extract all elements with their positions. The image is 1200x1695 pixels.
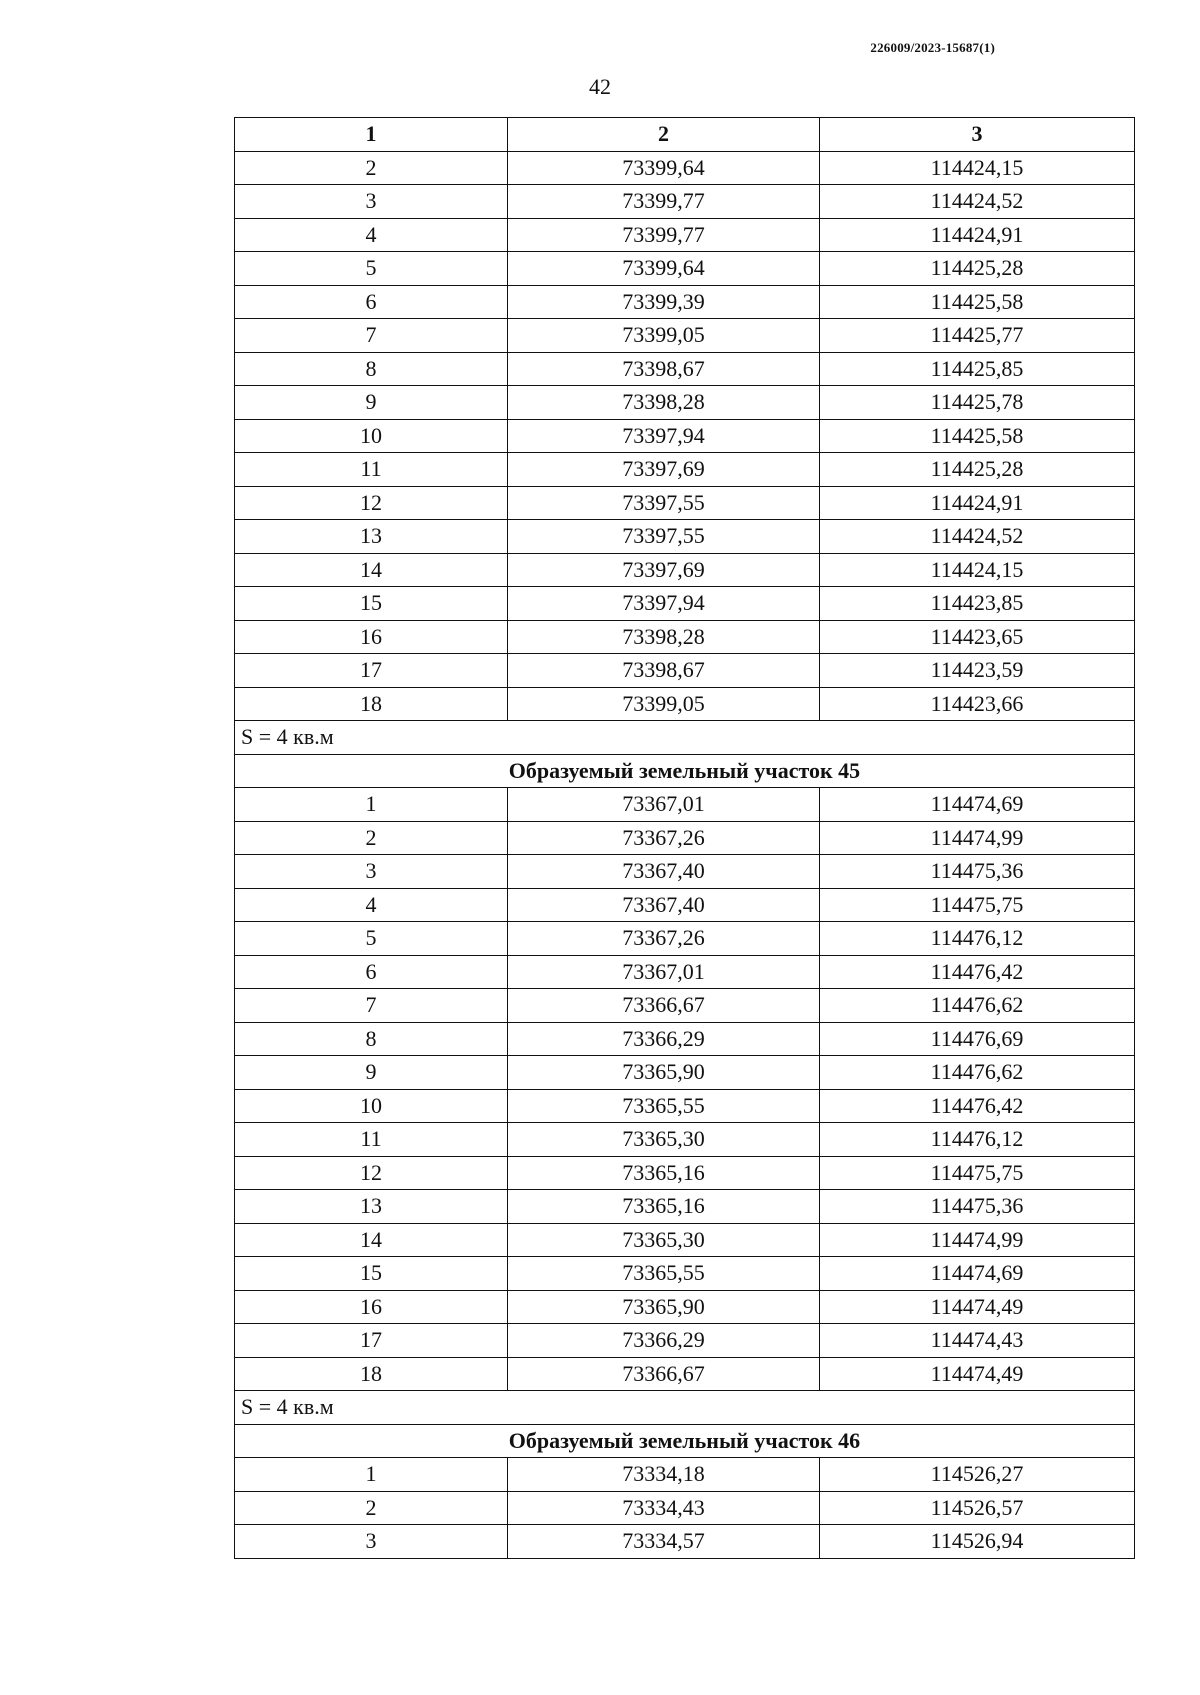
table-row xyxy=(235,486,1135,520)
y-coordinate-cell: 114475,36 xyxy=(820,855,1135,889)
x-coordinate-cell: 73365,55 xyxy=(508,1257,820,1291)
point-number-cell: 5 xyxy=(235,922,508,956)
x-coordinate-cell: 73399,64 xyxy=(508,151,820,185)
point-number-cell: 9 xyxy=(235,386,508,420)
point-number-cell: 5 xyxy=(235,252,508,286)
x-coordinate-cell: 73397,55 xyxy=(508,520,820,554)
x-coordinate-cell: 73398,67 xyxy=(508,352,820,386)
y-coordinate-cell: 114423,59 xyxy=(820,654,1135,688)
x-coordinate-cell: 73399,77 xyxy=(508,185,820,219)
x-coordinate-cell: 73367,40 xyxy=(508,855,820,889)
area-row xyxy=(235,1391,1135,1425)
table-row xyxy=(235,1089,1135,1123)
point-number-cell: 18 xyxy=(235,687,508,721)
y-coordinate-cell: 114526,94 xyxy=(820,1525,1135,1559)
x-coordinate-cell: 73334,43 xyxy=(508,1491,820,1525)
point-number-cell: 11 xyxy=(235,453,508,487)
y-coordinate-cell: 114424,52 xyxy=(820,185,1135,219)
x-coordinate-cell: 73399,05 xyxy=(508,687,820,721)
y-coordinate-cell: 114424,15 xyxy=(820,151,1135,185)
x-coordinate-cell: 73398,28 xyxy=(508,620,820,654)
point-number-cell: 14 xyxy=(235,553,508,587)
point-number-cell: 1 xyxy=(235,788,508,822)
table-row xyxy=(235,1525,1135,1559)
point-number-cell: 13 xyxy=(235,520,508,554)
x-coordinate-cell: 73397,69 xyxy=(508,453,820,487)
x-coordinate-cell: 73367,26 xyxy=(508,821,820,855)
x-coordinate-cell: 73365,90 xyxy=(508,1056,820,1090)
table-row xyxy=(235,955,1135,989)
y-coordinate-cell: 114526,57 xyxy=(820,1491,1135,1525)
x-coordinate-cell: 73365,90 xyxy=(508,1290,820,1324)
table-row xyxy=(235,888,1135,922)
y-coordinate-cell: 114425,28 xyxy=(820,453,1135,487)
point-number-cell: 6 xyxy=(235,285,508,319)
point-number-cell: 14 xyxy=(235,1223,508,1257)
x-coordinate-cell: 73365,16 xyxy=(508,1156,820,1190)
x-coordinate-cell: 73366,29 xyxy=(508,1324,820,1358)
point-number-cell: 8 xyxy=(235,1022,508,1056)
x-coordinate-cell: 73367,01 xyxy=(508,788,820,822)
x-coordinate-cell: 73397,69 xyxy=(508,553,820,587)
point-number-cell: 3 xyxy=(235,185,508,219)
table-row xyxy=(235,855,1135,889)
y-coordinate-cell: 114423,66 xyxy=(820,687,1135,721)
y-coordinate-cell: 114474,99 xyxy=(820,1223,1135,1257)
document-number: 226009/2023-15687(1) xyxy=(870,40,995,55)
table-row xyxy=(235,1458,1135,1492)
x-coordinate-cell: 73399,39 xyxy=(508,285,820,319)
point-number-cell: 6 xyxy=(235,955,508,989)
point-number-cell: 9 xyxy=(235,1056,508,1090)
x-coordinate-cell: 73367,40 xyxy=(508,888,820,922)
table-row xyxy=(235,1257,1135,1291)
point-number-cell: 15 xyxy=(235,1257,508,1291)
table-row xyxy=(235,587,1135,621)
point-number-cell: 18 xyxy=(235,1357,508,1391)
x-coordinate-cell: 73334,18 xyxy=(508,1458,820,1492)
table-row xyxy=(235,821,1135,855)
y-coordinate-cell: 114474,49 xyxy=(820,1357,1135,1391)
y-coordinate-cell: 114425,58 xyxy=(820,419,1135,453)
table-row xyxy=(235,1491,1135,1525)
page-number: 42 xyxy=(589,74,611,99)
point-number-cell: 11 xyxy=(235,1123,508,1157)
table-row xyxy=(235,185,1135,219)
section-title-row xyxy=(235,754,1135,788)
y-coordinate-cell: 114474,49 xyxy=(820,1290,1135,1324)
table-row xyxy=(235,1290,1135,1324)
area-value: S = 4 кв.м xyxy=(235,1391,1135,1425)
x-coordinate-cell: 73399,64 xyxy=(508,252,820,286)
y-coordinate-cell: 114474,69 xyxy=(820,788,1135,822)
y-coordinate-cell: 114474,99 xyxy=(820,821,1135,855)
x-coordinate-cell: 73367,01 xyxy=(508,955,820,989)
x-coordinate-cell: 73367,26 xyxy=(508,922,820,956)
table-row xyxy=(235,319,1135,353)
table-row xyxy=(235,386,1135,420)
point-number-cell: 2 xyxy=(235,821,508,855)
coordinates-table-body xyxy=(235,118,1135,1559)
y-coordinate-cell: 114526,27 xyxy=(820,1458,1135,1492)
table-row xyxy=(235,520,1135,554)
x-coordinate-cell: 73397,94 xyxy=(508,587,820,621)
point-number-cell: 2 xyxy=(235,151,508,185)
y-coordinate-cell: 114425,78 xyxy=(820,386,1135,420)
y-coordinate-cell: 114424,52 xyxy=(820,520,1135,554)
x-coordinate-cell: 73397,94 xyxy=(508,419,820,453)
area-value: S = 4 кв.м xyxy=(235,721,1135,755)
point-number-cell: 7 xyxy=(235,989,508,1023)
point-number-cell: 3 xyxy=(235,1525,508,1559)
y-coordinate-cell: 114476,62 xyxy=(820,989,1135,1023)
y-coordinate-cell: 114424,15 xyxy=(820,553,1135,587)
point-number-cell: 4 xyxy=(235,888,508,922)
column-header-2: 2 xyxy=(508,118,820,152)
table-row xyxy=(235,654,1135,688)
column-header-1: 1 xyxy=(235,118,508,152)
y-coordinate-cell: 114476,42 xyxy=(820,955,1135,989)
y-coordinate-cell: 114423,85 xyxy=(820,587,1135,621)
y-coordinate-cell: 114424,91 xyxy=(820,486,1135,520)
table-row xyxy=(235,252,1135,286)
x-coordinate-cell: 73398,28 xyxy=(508,386,820,420)
x-coordinate-cell: 73366,67 xyxy=(508,989,820,1023)
table-row xyxy=(235,352,1135,386)
table-row xyxy=(235,218,1135,252)
table-row xyxy=(235,1223,1135,1257)
table-row xyxy=(235,1324,1135,1358)
point-number-cell: 15 xyxy=(235,587,508,621)
coordinates-table xyxy=(234,117,1135,1559)
x-coordinate-cell: 73399,05 xyxy=(508,319,820,353)
x-coordinate-cell: 73399,77 xyxy=(508,218,820,252)
y-coordinate-cell: 114476,12 xyxy=(820,1123,1135,1157)
y-coordinate-cell: 114425,77 xyxy=(820,319,1135,353)
x-coordinate-cell: 73366,29 xyxy=(508,1022,820,1056)
y-coordinate-cell: 114474,69 xyxy=(820,1257,1135,1291)
x-coordinate-cell: 73398,67 xyxy=(508,654,820,688)
point-number-cell: 17 xyxy=(235,1324,508,1358)
y-coordinate-cell: 114476,42 xyxy=(820,1089,1135,1123)
column-header-3: 3 xyxy=(820,118,1135,152)
y-coordinate-cell: 114425,28 xyxy=(820,252,1135,286)
area-row xyxy=(235,721,1135,755)
y-coordinate-cell: 114475,75 xyxy=(820,1156,1135,1190)
x-coordinate-cell: 73365,16 xyxy=(508,1190,820,1224)
y-coordinate-cell: 114425,85 xyxy=(820,352,1135,386)
section-title: Образуемый земельный участок 45 xyxy=(235,754,1135,788)
table-row xyxy=(235,1123,1135,1157)
point-number-cell: 16 xyxy=(235,1290,508,1324)
x-coordinate-cell: 73365,30 xyxy=(508,1123,820,1157)
y-coordinate-cell: 114474,43 xyxy=(820,1324,1135,1358)
table-row xyxy=(235,1156,1135,1190)
y-coordinate-cell: 114424,91 xyxy=(820,218,1135,252)
y-coordinate-cell: 114475,75 xyxy=(820,888,1135,922)
y-coordinate-cell: 114476,12 xyxy=(820,922,1135,956)
point-number-cell: 1 xyxy=(235,1458,508,1492)
x-coordinate-cell: 73365,55 xyxy=(508,1089,820,1123)
section-title-row xyxy=(235,1424,1135,1458)
point-number-cell: 12 xyxy=(235,1156,508,1190)
point-number-cell: 10 xyxy=(235,1089,508,1123)
point-number-cell: 4 xyxy=(235,218,508,252)
table-row xyxy=(235,151,1135,185)
table-row xyxy=(235,285,1135,319)
point-number-cell: 17 xyxy=(235,654,508,688)
table-row xyxy=(235,687,1135,721)
x-coordinate-cell: 73397,55 xyxy=(508,486,820,520)
y-coordinate-cell: 114476,69 xyxy=(820,1022,1135,1056)
y-coordinate-cell: 114475,36 xyxy=(820,1190,1135,1224)
x-coordinate-cell: 73334,57 xyxy=(508,1525,820,1559)
point-number-cell: 10 xyxy=(235,419,508,453)
point-number-cell: 7 xyxy=(235,319,508,353)
point-number-cell: 3 xyxy=(235,855,508,889)
x-coordinate-cell: 73365,30 xyxy=(508,1223,820,1257)
y-coordinate-cell: 114476,62 xyxy=(820,1056,1135,1090)
table-row xyxy=(235,419,1135,453)
table-row xyxy=(235,1190,1135,1224)
table-row xyxy=(235,922,1135,956)
point-number-cell: 13 xyxy=(235,1190,508,1224)
x-coordinate-cell: 73366,67 xyxy=(508,1357,820,1391)
table-row xyxy=(235,553,1135,587)
section-title: Образуемый земельный участок 46 xyxy=(235,1424,1135,1458)
table-header-row xyxy=(235,118,1135,152)
table-row xyxy=(235,1056,1135,1090)
table-row xyxy=(235,620,1135,654)
table-row xyxy=(235,1022,1135,1056)
point-number-cell: 2 xyxy=(235,1491,508,1525)
table-row xyxy=(235,788,1135,822)
y-coordinate-cell: 114423,65 xyxy=(820,620,1135,654)
point-number-cell: 16 xyxy=(235,620,508,654)
point-number-cell: 8 xyxy=(235,352,508,386)
table-row xyxy=(235,1357,1135,1391)
y-coordinate-cell: 114425,58 xyxy=(820,285,1135,319)
table-row xyxy=(235,989,1135,1023)
point-number-cell: 12 xyxy=(235,486,508,520)
table-row xyxy=(235,453,1135,487)
